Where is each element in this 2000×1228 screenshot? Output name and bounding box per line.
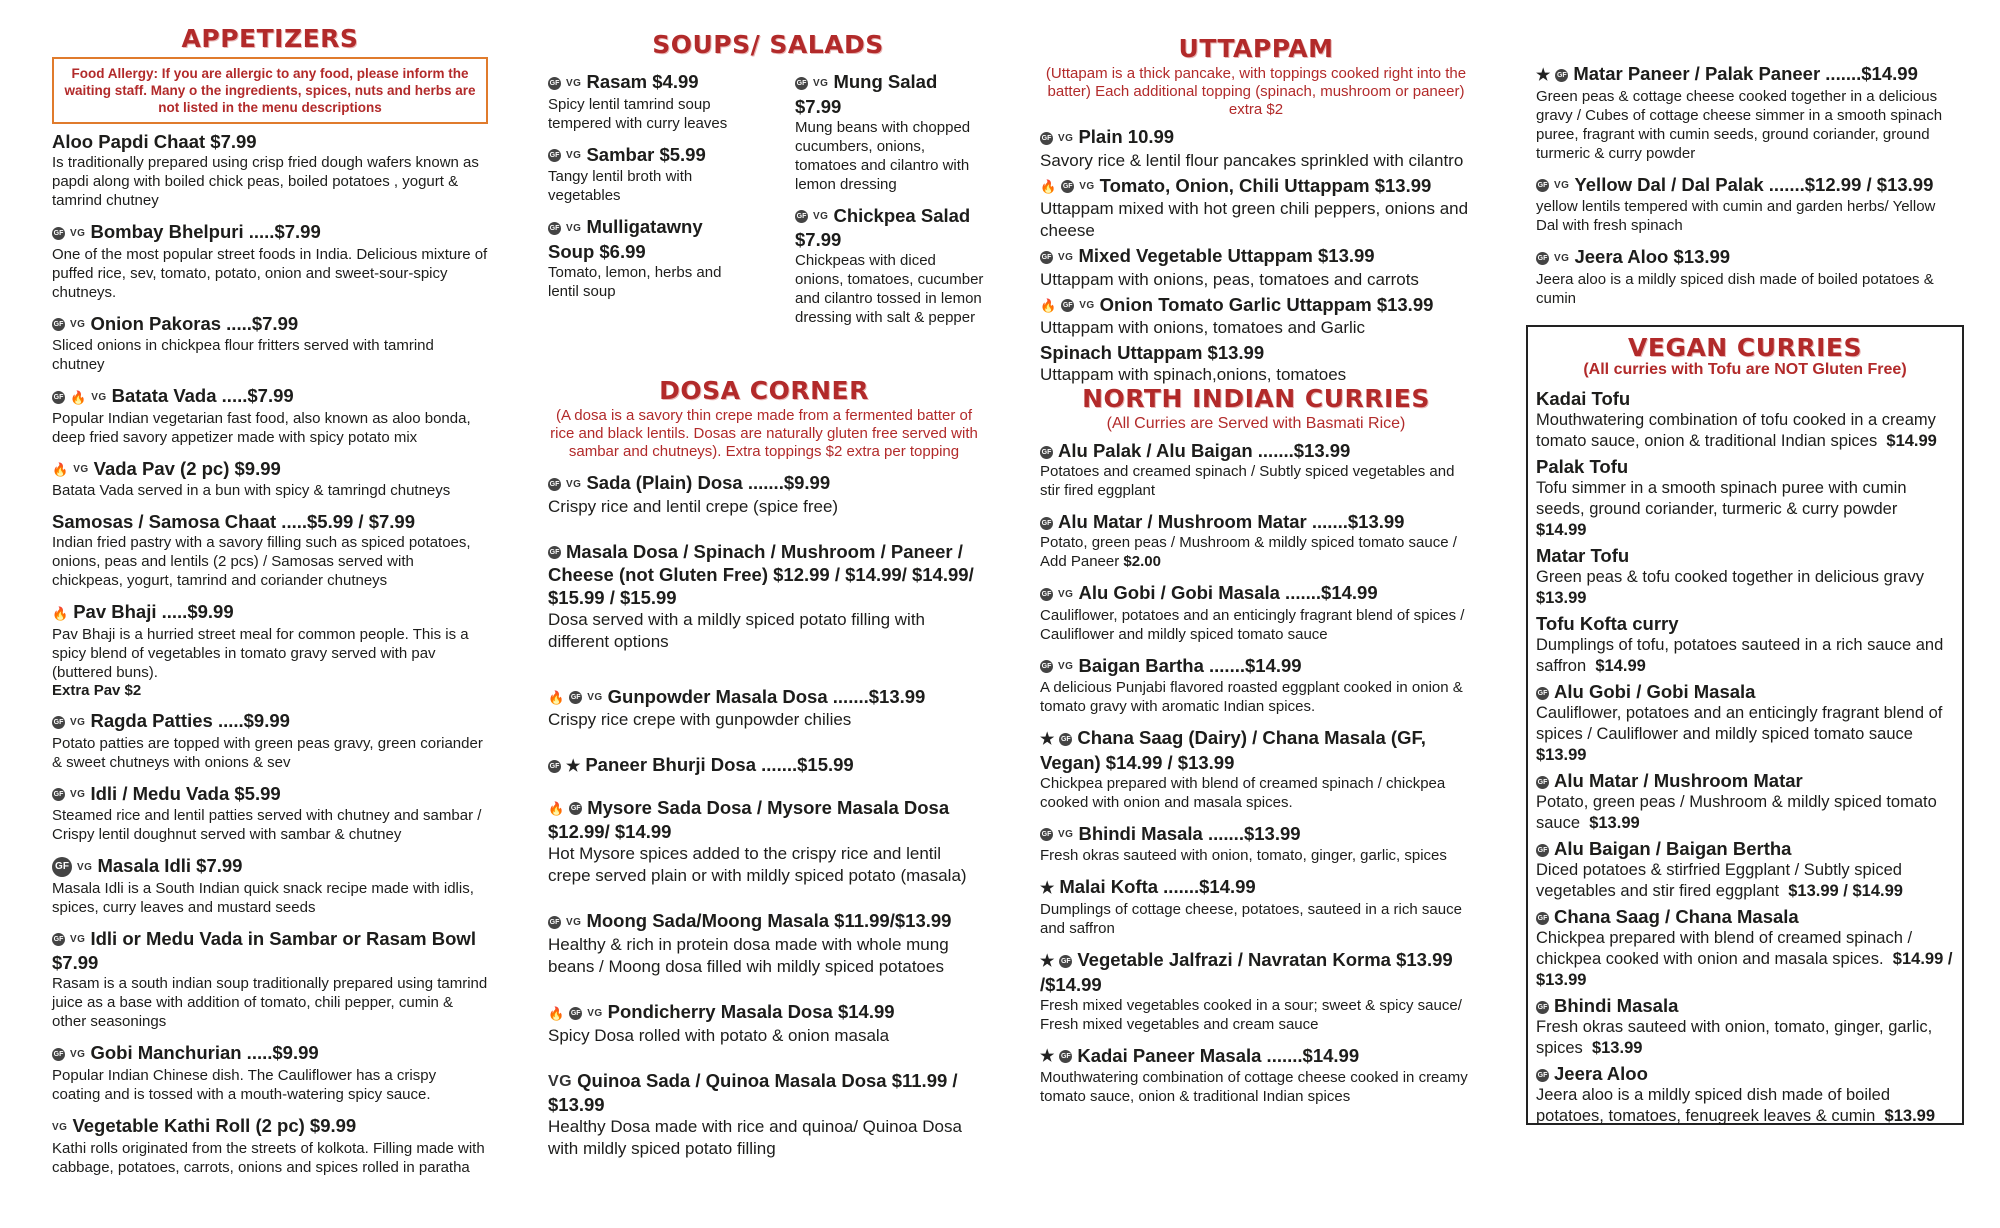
menu-item — [1040, 125, 1472, 172]
item-name: Vegetable Jalfrazi / Navratan Korma $13.99 /$14.99 — [1040, 949, 1453, 995]
item-name: Masala Idli $7.99 — [97, 855, 243, 877]
item-price: $13.99 — [1536, 746, 1587, 764]
menu-item — [1040, 174, 1472, 243]
menu-item — [548, 143, 748, 206]
menu-item — [1040, 439, 1472, 500]
chili-spicy-icon: 🔥 — [1040, 179, 1057, 195]
gluten-free-icon: GF — [1040, 132, 1053, 145]
gluten-free-icon: GF — [1536, 776, 1549, 789]
item-desc: Jeera aloo is a mildly spiced dish made of boiled potatoes, tomatoes, fenugreek leaves & cumin — [1536, 1086, 1891, 1125]
vegan-icon: VG — [52, 1121, 68, 1133]
item-name: Chana Saag / Chana Masala — [1554, 906, 1799, 927]
star-icon: ★ — [1040, 880, 1055, 898]
item-desc: Popular Indian vegetarian fast food, also known as aloo bonda, deep fried savory appetizer made with spicy potato mix — [52, 409, 471, 446]
menu-item — [1536, 455, 1954, 541]
item-desc: Jeera aloo is a mildly spiced dish made of boiled potatoes & cumin — [1536, 270, 1934, 307]
item-desc: Healthy & rich in protein dosa made with whole mung beans / Moong dosa filled wih mildly spiced potatoes — [548, 935, 949, 977]
item-desc: One of the most popular street foods in India. Delicious mixture of puffed rice, sev, tomato, potato, onion and sweet-sour-spicy chutneys. — [52, 245, 488, 301]
menu-item — [548, 685, 980, 732]
vegan-icon: VG — [587, 1007, 603, 1019]
item-desc: Is traditionally prepared using crisp fried dough wafers known as papdi along with boiled chick peas, boiled potatoes , yogurt & tamrind chutney — [52, 154, 479, 209]
vegan-icon: VG — [566, 917, 582, 929]
menu-item — [1040, 654, 1472, 717]
uttappam-note: (Uttapam is a thick pancake, with toppings cooked right into the batter) Each additional topping (spinach, mushroom or paneer) extra $2 — [1045, 65, 1467, 118]
item-desc: Dumplings of tofu, potatoes sauteed in a rich sauce and saffron — [1536, 636, 1944, 675]
vegan-icon: VG — [70, 934, 86, 946]
item-name: Tofu Kofta curry — [1536, 613, 1679, 634]
menu-item — [795, 70, 985, 194]
menu-item — [548, 215, 748, 301]
menu-item — [52, 510, 488, 590]
item-name: Alu Matar / Mushroom Matar — [1554, 770, 1803, 791]
menu-item — [1536, 612, 1954, 677]
vegan-icon: VG — [1554, 252, 1570, 264]
chili-spicy-icon: 🔥 — [70, 389, 87, 405]
menu-item — [1536, 994, 1954, 1059]
menu-item — [1040, 293, 1472, 340]
item-name: Mysore Sada Dosa / Mysore Masala Dosa $12.99/ $14.99 — [548, 796, 950, 843]
menu-item — [1040, 875, 1472, 938]
menu-item — [548, 909, 980, 978]
vegan-note: (All curries with Tofu are NOT Gluten Free) — [1583, 361, 1907, 378]
item-price: $13.99 — [1589, 814, 1640, 832]
gluten-free-icon: GF — [795, 210, 808, 223]
item-desc: Potato patties are topped with green peas gravy, green coriander & sweet chutneys with onions & sev — [52, 734, 483, 771]
item-name: Jeera Aloo — [1554, 1063, 1648, 1084]
vegan-icon: VG — [1058, 661, 1074, 673]
item-desc: Pav Bhaji is a hurried street meal for common people. This is a spicy blend of vegetables in tomato gravy served with pav (buttered buns). — [52, 626, 469, 682]
menu-item — [52, 600, 488, 699]
gluten-free-icon: GF — [52, 227, 65, 240]
item-price: $14.99 / $13.99 — [1536, 950, 1953, 989]
vegan-icon: VG — [70, 319, 86, 331]
item-name: Gunpowder Masala Dosa .......$13.99 — [607, 685, 926, 707]
gluten-free-icon: GF — [795, 77, 808, 90]
item-desc: Green peas & tofu cooked together in delicious gravy — [1536, 568, 1924, 586]
item-name: Alu Baigan / Baigan Bertha — [1554, 838, 1792, 859]
item-desc: Dosa served with a mildly spiced potato filling with different options — [548, 609, 926, 651]
item-name: Baigan Bartha .......$14.99 — [1078, 654, 1302, 676]
item-desc: Potato, green peas / Mushroom & mildly spiced tomato sauce — [1536, 793, 1937, 832]
item-name: Onion Tomato Garlic Uttappam $13.99 — [1099, 293, 1434, 315]
item-desc: Dumplings of cottage cheese, potatoes, sauteed in a rich sauce and saffron — [1040, 901, 1462, 938]
vegan-icon: VG — [1058, 588, 1074, 600]
gluten-free-icon: GF — [569, 1007, 582, 1020]
gluten-free-icon: GF — [548, 916, 561, 929]
menu-item — [52, 709, 488, 772]
gluten-free-icon: GF — [52, 857, 72, 877]
item-desc: Fresh okras sauteed with onion, tomato, ginger, garlic, spices — [1536, 1018, 1933, 1057]
gluten-free-icon: GF — [1536, 179, 1549, 192]
gluten-free-icon: GF — [1536, 1069, 1549, 1082]
gluten-free-icon: GF — [1059, 733, 1072, 746]
vegan-icon: VG — [548, 1073, 573, 1091]
item-name: Moong Sada/Moong Masala $11.99/$13.99 — [586, 910, 952, 932]
star-icon: ★ — [1040, 1048, 1055, 1066]
menu-item — [52, 384, 488, 447]
item-name: Malai Kofta .......$14.99 — [1059, 876, 1256, 898]
menu-item — [1536, 544, 1954, 609]
item-name: Rasam $4.99 — [586, 71, 699, 92]
item-desc: Chickpeas with diced onions, tomatoes, cucumber and cilantro tossed in lemon dressing with salt & pepper — [795, 252, 984, 327]
item-desc: Uttappam with onions, peas, tomatoes and carrots — [1040, 269, 1419, 289]
gluten-free-icon: GF — [1536, 1001, 1549, 1014]
gluten-free-icon: GF — [1536, 912, 1549, 925]
item-desc: Tofu simmer in a smooth spinach puree with cumin seeds, ground coriander, turmeric & curry powder — [1536, 479, 1907, 518]
item-name: Mixed Vegetable Uttappam $13.99 — [1078, 245, 1375, 267]
vegan-icon: VG — [1079, 181, 1095, 193]
item-name: Kadai Paneer Masala .......$14.99 — [1077, 1044, 1360, 1066]
vegan-icon: VG — [587, 692, 603, 704]
menu-item — [52, 130, 488, 210]
vegan-icon: VG — [1058, 251, 1074, 263]
menu-item — [1536, 769, 1954, 834]
item-desc: Savory rice & lentil flour pancakes sprinkled with cilantro — [1040, 150, 1464, 170]
menu-item — [1040, 341, 1472, 386]
item-desc: Mouthwatering combination of cottage cheese cooked in creamy tomato sauce, onion & traditional Indian spices — [1040, 1069, 1468, 1106]
vegan-icon: VG — [566, 222, 582, 234]
gluten-free-icon: GF — [52, 716, 65, 729]
chili-spicy-icon: 🔥 — [52, 462, 69, 478]
chili-spicy-icon: 🔥 — [1040, 298, 1057, 314]
gluten-free-icon: GF — [548, 149, 561, 162]
item-price: $13.99 — [1884, 1107, 1936, 1125]
item-name: Mulligatawny Soup $6.99 — [548, 216, 703, 262]
item-desc: Spicy lentil tamrind soup tempered with curry leaves — [548, 95, 728, 132]
menu-item — [52, 854, 488, 917]
item-price: $13.99 — [1591, 1039, 1643, 1057]
item-extra: $2.00 — [1123, 553, 1161, 570]
item-price: $14.99 — [1595, 657, 1646, 675]
north-indian-section — [1040, 384, 1472, 1116]
vegan-icon: VG — [813, 211, 829, 223]
vegan-icon: VG — [91, 391, 107, 403]
star-icon: ★ — [1040, 952, 1055, 970]
gluten-free-icon: GF — [1059, 1050, 1072, 1063]
menu-item — [1536, 905, 1954, 991]
menu-item — [52, 457, 488, 501]
vegan-icon: VG — [566, 150, 582, 162]
item-name: Masala Dosa / Spinach / Mushroom / Paneer / Cheese (not Gluten Free) $12.99 / $14.99/ $14.99/ $15.99 / $15.99 — [548, 540, 974, 608]
menu-item — [52, 1114, 488, 1177]
item-desc: Potato, green peas / Mushroom & mildly spiced tomato sauce / Add Paneer — [1040, 534, 1457, 570]
menu-item — [52, 927, 488, 1032]
item-desc: Fresh mixed vegetables cooked in a sour; sweet & spicy sauce/ Fresh mixed vegetables and cream sauce — [1040, 996, 1462, 1033]
menu-item — [548, 796, 980, 888]
chili-spicy-icon: 🔥 — [548, 801, 565, 817]
menu-item — [52, 782, 488, 845]
gluten-free-icon: GF — [52, 1048, 65, 1061]
item-desc: Steamed rice and lentil patties served with chutney and sambar / Crispy lentil doughnut served with sambar & chutney — [52, 807, 482, 844]
item-name: Yellow Dal / Dal Palak .......$12.99 / $13.99 — [1574, 173, 1934, 195]
item-desc: Chickpea prepared with blend of creamed spinach / chickpea cooked with onion and masala spices. — [1040, 774, 1446, 811]
uttappam-section — [1040, 34, 1472, 388]
item-desc: Sliced onions in chickpea flour fritters served with tamrind chutney — [52, 337, 434, 374]
gluten-free-icon: GF — [1536, 687, 1549, 700]
menu-item — [548, 540, 980, 653]
item-name: Spinach Uttappam $13.99 — [1040, 342, 1265, 364]
menu-item — [52, 1041, 488, 1104]
vegan-icon: VG — [70, 716, 86, 728]
item-name: Batata Vada .....$7.99 — [111, 385, 294, 407]
item-name: Vegetable Kathi Roll (2 pc) $9.99 — [72, 1115, 357, 1137]
gluten-free-icon: GF — [1040, 828, 1053, 841]
menu-item — [1040, 244, 1472, 291]
menu-item — [52, 312, 488, 375]
item-desc: Indian fried pastry with a savory filling such as spiced potatoes, onions, peas and lentils (2 pcs) / Samosas served with chickpeas, yogurt, tamrind and coriander chutneys — [52, 534, 471, 590]
item-desc: Diced potatoes & stirfried Eggplant / Subtly spiced vegetables and stir fired eggplant — [1536, 861, 1902, 900]
menu-item — [1040, 726, 1472, 812]
menu-item — [1536, 245, 1956, 308]
vegan-icon: VG — [70, 227, 86, 239]
menu-item — [1040, 948, 1472, 1034]
menu-item — [1040, 822, 1472, 866]
gluten-free-icon: GF — [1040, 517, 1053, 530]
vegan-icon: VG — [1554, 180, 1570, 192]
item-name: Bombay Bhelpuri .....$7.99 — [90, 221, 321, 242]
item-desc: Uttappam mixed with hot green chili peppers, onions and cheese — [1040, 199, 1469, 241]
item-name: Bhindi Masala .......$13.99 — [1078, 822, 1301, 844]
item-desc: Crispy rice and lentil crepe (spice free) — [548, 496, 839, 516]
item-name: Gobi Manchurian .....$9.99 — [90, 1042, 319, 1064]
gluten-free-icon: GF — [548, 760, 561, 773]
gluten-free-icon: GF — [1059, 955, 1072, 968]
gluten-free-icon: GF — [52, 318, 65, 331]
gluten-free-icon: GF — [52, 788, 65, 801]
menu-item — [1536, 680, 1954, 766]
menu-item — [548, 753, 980, 778]
item-desc: Mung beans with chopped cucumbers, onions, tomatoes and cilantro with lemon dressing — [795, 118, 971, 193]
item-desc: Popular Indian Chinese dish. The Cauliflower has a crispy coating and is tossed with a mouth-watering spicy sauce. — [52, 1067, 437, 1104]
item-name: Onion Pakoras .....$7.99 — [90, 312, 299, 334]
gluten-free-icon: GF — [1040, 588, 1053, 601]
item-price: $13.99 — [1536, 589, 1587, 607]
item-desc: Crispy rice crepe with gunpowder chilies — [548, 710, 852, 730]
gluten-free-icon: GF — [548, 478, 561, 491]
item-name: Alu Gobi / Gobi Masala .......$14.99 — [1078, 582, 1378, 603]
menu-item — [795, 204, 985, 328]
menu-item — [548, 1000, 980, 1047]
menu-item — [548, 70, 748, 133]
appetizers-title: APPETIZERS — [181, 24, 359, 53]
soups-left-column — [548, 70, 748, 311]
appetizers-column — [52, 24, 488, 1187]
item-name: Kadai Tofu — [1536, 388, 1631, 409]
soups-salads-section — [548, 30, 988, 59]
menu-item — [1040, 510, 1472, 571]
vegan-curries-box — [1526, 325, 1964, 1125]
item-desc: Chickpea prepared with blend of creamed spinach / chickpea cooked with onion and masala spices. — [1536, 929, 1913, 968]
item-name: Alu Gobi / Gobi Masala — [1554, 681, 1756, 702]
soups-title: SOUPS/ SALADS — [652, 30, 884, 59]
item-name: Samosas / Samosa Chaat .....$5.99 / $7.99 — [52, 511, 416, 533]
item-name: Quinoa Sada / Quinoa Masala Dosa $11.99 / $13.99 — [548, 1069, 958, 1116]
item-desc: Tangy lentil broth with vegetables — [548, 168, 693, 205]
item-name: Pav Bhaji .....$9.99 — [73, 601, 234, 623]
vegan-icon: VG — [1058, 132, 1074, 144]
item-desc: Green peas & cottage cheese cooked together in a delicious gravy / Cubes of cottage cheese simmer in a smooth spinach puree, fragrant with cumin seeds, ground coriander, ground turmeric & curry powder — [1536, 87, 1943, 162]
menu-item — [1040, 581, 1472, 644]
soups-right-column — [795, 70, 985, 337]
chili-spicy-icon: 🔥 — [52, 606, 69, 622]
gluten-free-icon: GF — [1555, 69, 1568, 82]
dosa-title: DOSA CORNER — [659, 376, 869, 405]
menu-item — [548, 471, 980, 518]
allergy-notice: Food Allergy: If you are allergic to any food, please inform the waiting staff. Many o the ingredients, spices, nuts and herbs are not listed in the menu descriptions — [52, 57, 488, 124]
menu-item — [1536, 62, 1956, 163]
menu-item — [52, 220, 488, 302]
chili-spicy-icon: 🔥 — [548, 1005, 565, 1021]
item-name: Chickpea Salad $7.99 — [795, 204, 971, 251]
item-name: Plain 10.99 — [1078, 126, 1175, 147]
vegan-icon: VG — [1058, 829, 1074, 841]
item-desc: Hot Mysore spices added to the crispy rice and lentil crepe served plain or with mildly spiced potato (masala) — [548, 844, 967, 886]
menu-item — [1536, 387, 1954, 452]
gluten-free-icon: GF — [1061, 299, 1074, 312]
item-name: Pondicherry Masala Dosa $14.99 — [607, 1001, 895, 1023]
north-indian-title: NORTH INDIAN CURRIES — [1082, 384, 1430, 413]
gluten-free-icon: GF — [52, 391, 65, 404]
item-desc: A delicious Punjabi flavored roasted eggplant cooked in onion & tomato gravy with aromatic Indian spices. — [1040, 679, 1463, 716]
item-name: Alu Palak / Alu Baigan .......$13.99 — [1058, 440, 1351, 461]
item-name: Tomato, Onion, Chili Uttappam $13.99 — [1099, 174, 1432, 196]
gluten-free-icon: GF — [1040, 251, 1053, 264]
gluten-free-icon: GF — [52, 933, 65, 946]
vegan-icon: VG — [77, 861, 93, 873]
gluten-free-icon: GF — [1061, 180, 1074, 193]
item-price: $13.99 / $14.99 — [1788, 882, 1903, 900]
item-name: Sada (Plain) Dosa .......$9.99 — [586, 472, 831, 493]
item-desc: Cauliflower, potatoes and an enticingly fragrant blend of spices / Cauliflower and mildly spiced tomato sauce — [1040, 606, 1465, 643]
item-name: Idli / Medu Vada $5.99 — [90, 782, 281, 804]
item-desc: Potatoes and creamed spinach / Subtly spiced vegetables and stir fired eggplant — [1040, 463, 1455, 499]
item-desc: Fresh okras sauteed with onion, tomato, ginger, garlic, spices — [1040, 847, 1447, 865]
star-icon: ★ — [1040, 730, 1055, 748]
menu-item — [548, 1069, 980, 1161]
star-icon: ★ — [1536, 66, 1551, 84]
dosa-corner-section — [548, 376, 980, 1170]
vegan-icon: VG — [566, 77, 582, 89]
item-name: Alu Matar / Mushroom Matar .......$13.99 — [1058, 511, 1405, 532]
item-name: Matar Paneer / Palak Paneer .......$14.99 — [1573, 63, 1918, 84]
gluten-free-icon: GF — [1040, 660, 1053, 673]
item-desc: Uttappam with spinach,onions, tomatoes — [1040, 365, 1347, 385]
item-price: $14.99 — [1886, 432, 1937, 450]
item-name: Vada Pav (2 pc) $9.99 — [93, 457, 281, 479]
item-price: $14.99 — [1536, 521, 1587, 539]
vegan-icon: VG — [566, 478, 582, 490]
gluten-free-icon: GF — [1536, 844, 1549, 857]
item-desc: Batata Vada served in a bun with spicy & tamringd chutneys — [52, 482, 451, 500]
item-name: Matar Tofu — [1536, 545, 1630, 566]
item-desc: Masala Idli is a South Indian quick snack recipe made with idlis, spices, curry leaves and mustard seeds — [52, 879, 474, 916]
item-desc: Kathi rolls originated from the streets of kolkota. Filling made with cabbage, potatoes, carrots, onions and spices rolled in paratha — [52, 1139, 485, 1176]
star-icon: ★ — [566, 757, 581, 775]
gluten-free-icon: GF — [548, 546, 561, 559]
item-name: Bhindi Masala — [1554, 995, 1679, 1016]
item-name: Jeera Aloo $13.99 — [1574, 246, 1731, 268]
item-desc: yellow lentils tempered with cumin and garden herbs/ Yellow Dal with fresh spinach — [1536, 198, 1936, 235]
item-desc: Rasam is a south indian soup traditionally prepared using tamrind juice as a base with addition of tomato, chili pepper, cumin & other seasonings — [52, 975, 488, 1031]
item-name: Paneer Bhurji Dosa .......$15.99 — [585, 754, 854, 776]
item-name: Idli or Medu Vada in Sambar or Rasam Bowl $7.99 — [52, 927, 476, 974]
gluten-free-icon: GF — [1536, 252, 1549, 265]
gluten-free-icon: GF — [1040, 446, 1053, 459]
vegan-icon: VG — [1079, 300, 1095, 312]
item-extra: Extra Pav $2 — [52, 682, 142, 700]
vegan-icon: VG — [73, 464, 89, 476]
menu-item — [1536, 837, 1954, 902]
item-desc: Healthy Dosa made with rice and quinoa/ Quinoa Dosa with mildly spiced potato filling — [548, 1117, 962, 1159]
item-name: Mung Salad $7.99 — [795, 71, 938, 117]
item-name: Aloo Papdi Chaat $7.99 — [52, 131, 257, 152]
uttappam-title: UTTAPPAM — [1178, 34, 1334, 63]
item-name: Sambar $5.99 — [586, 143, 706, 165]
item-desc: Tomato, lemon, herbs and lentil soup — [548, 263, 722, 300]
vegan-icon: VG — [70, 1049, 86, 1061]
dosa-note: (A dosa is a savory thin crepe made from a fermented batter of rice and black lentils. Dosas are naturally gluten free served with sambar and chutneys). Extra toppings $2 extra per topping — [550, 407, 978, 460]
vegan-icon: VG — [70, 789, 86, 801]
item-name: Ragda Patties .....$9.99 — [90, 710, 290, 732]
chili-spicy-icon: 🔥 — [548, 690, 565, 706]
gluten-free-icon: GF — [569, 691, 582, 704]
menu-item — [1536, 1062, 1954, 1127]
item-desc: Uttappam with onions, tomatoes and Garlic — [1040, 318, 1366, 338]
curries-continued-column — [1536, 62, 1956, 318]
vegan-title: VEGAN CURRIES — [1628, 333, 1862, 362]
menu-item — [1040, 1044, 1472, 1107]
gluten-free-icon: GF — [548, 222, 561, 235]
item-desc: Spicy Dosa rolled with potato & onion masala — [548, 1025, 890, 1045]
vegan-icon: VG — [813, 77, 829, 89]
north-indian-note: (All Curries are Served with Basmati Rice) — [1106, 415, 1406, 432]
item-desc: Cauliflower, potatoes and an enticingly fragrant blend of spices / Cauliflower and mildly spiced tomato sauce — [1536, 704, 1943, 743]
item-desc: Mouthwatering combination of tofu cooked in a creamy tomato sauce, onion & traditional Indian spices — [1536, 411, 1936, 450]
gluten-free-icon: GF — [548, 77, 561, 90]
item-name: Chana Saag (Dairy) / Chana Masala (GF, Vegan) $14.99 / $13.99 — [1040, 727, 1426, 773]
item-name: Palak Tofu — [1536, 456, 1629, 477]
menu-item — [1536, 173, 1956, 236]
gluten-free-icon: GF — [569, 802, 582, 815]
